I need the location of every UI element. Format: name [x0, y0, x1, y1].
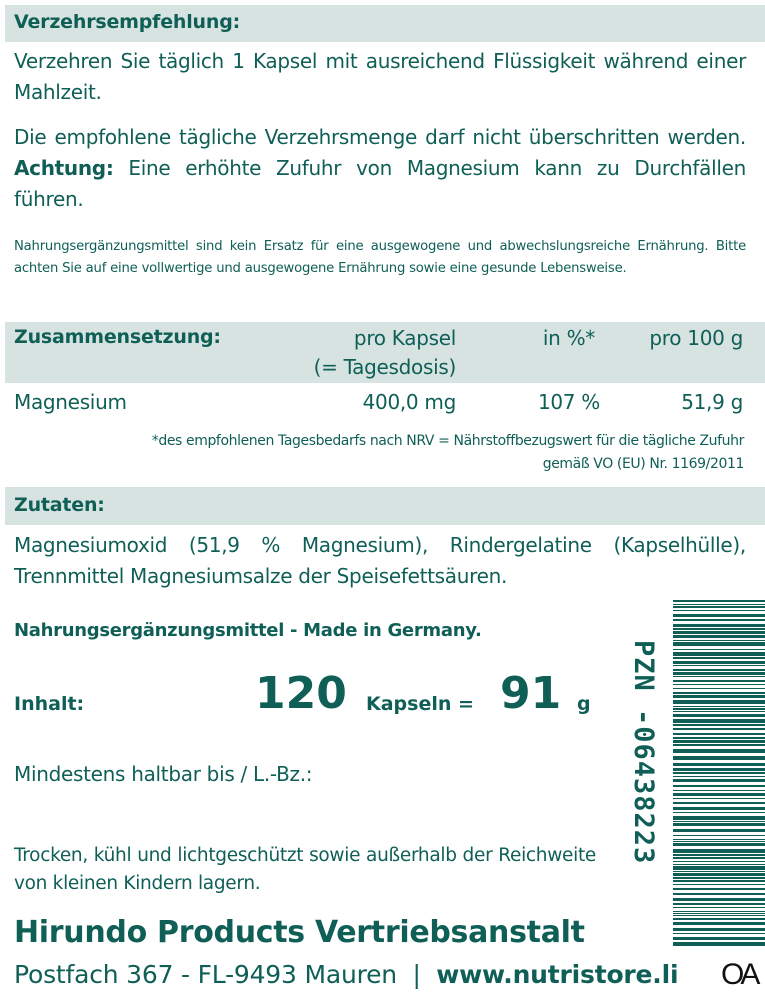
barcode-bar: [673, 873, 765, 876]
footnote-line-1: *des empfohlenen Tagesbedarfs nach NRV = Nährstoffbezugswert für die tägliche Zufuhr: [151, 433, 744, 449]
barcode-bar: [673, 604, 765, 605]
barcode-bar: [673, 763, 765, 766]
barcode: [673, 600, 765, 946]
barcode-bar: [673, 942, 765, 946]
barcode-bar: [673, 628, 765, 630]
best-before-label: Mindestens haltbar bis / L.-Bz.:: [14, 762, 313, 786]
barcode-bar: [673, 823, 765, 826]
barcode-bar: [673, 669, 765, 671]
barcode-bar: [673, 684, 765, 685]
company-address: Postfach 367 - FL-9493 Mauren: [14, 960, 397, 989]
capsule-count: 120: [255, 668, 347, 719]
barcode-bar: [673, 866, 765, 870]
barcode-bar: [673, 888, 765, 890]
barcode-bar: [673, 768, 765, 771]
barcode-bar: [673, 661, 765, 664]
barcode-bar: [673, 640, 765, 641]
barcode-bar: [673, 893, 765, 895]
company-address-line: [14, 960, 678, 989]
barcode-bar: [673, 922, 765, 925]
weight-unit: g: [577, 693, 591, 715]
barcode-bar: [673, 937, 765, 940]
barcode-bar: [673, 907, 765, 908]
barcode-bar: [673, 798, 765, 799]
barcode-bar: [673, 700, 765, 704]
barcode-bar: [673, 802, 765, 804]
barcode-bar: [673, 672, 765, 675]
barcode-bar: [673, 839, 765, 840]
barcode-bar: [673, 744, 765, 746]
barcode-bar: [673, 728, 765, 730]
barcode-bar: [673, 772, 765, 774]
capsule-unit: Kapseln =: [366, 693, 474, 715]
barcode-bar: [673, 854, 765, 856]
nutrient-name: Magnesium: [14, 390, 127, 414]
warning-text-end: Eine erhöhte Zufuhr von Magnesium kann zu Durchfällen führen.: [14, 156, 746, 211]
barcode-bar: [673, 642, 765, 646]
warning-text: [14, 122, 746, 215]
recommendation-text: Verzehren Sie täglich 1 Kapsel mit ausreichend Flüssigkeit während einer Mahlzeit.: [14, 49, 746, 104]
ingredients-text: Magnesiumoxid (51,9 % Magnesium), Rindergelatine (Kapselhülle), Trennmittel Magnesiumsalze der Speisefettsäuren.: [14, 533, 746, 588]
barcode-bar: [673, 821, 765, 822]
net-weight: 91: [500, 668, 562, 719]
barcode-bar: [673, 714, 765, 717]
recommendation-heading: Verzehrsempfehlung:: [14, 11, 240, 33]
barcode-bar: [673, 635, 765, 638]
barcode-bar: [673, 610, 765, 611]
barcode-bar: [673, 877, 765, 879]
barcode-bar: [673, 706, 765, 707]
barcode-bar: [673, 708, 765, 710]
barcode-bar: [673, 843, 765, 846]
barcode-bar: [673, 790, 765, 791]
supplement-note: Nahrungsergänzungsmittel sind kein Ersatz für eine ausgewogene und abwechslungsreiche Ernährung. Bitte achten Sie auf eine vollwertige und ausgewogene Ernährung sowie eine gesunde Lebensweise.: [14, 239, 746, 276]
barcode-bar: [673, 898, 765, 901]
barcode-bar: [673, 807, 765, 810]
barcode-bar: [673, 676, 765, 677]
barcode-bar: [673, 688, 765, 689]
col-percent: in %*: [542, 326, 595, 350]
barcode-bar: [673, 928, 765, 931]
barcode-bar: [673, 680, 765, 682]
barcode-bar: [673, 776, 765, 777]
content-label: Inhalt:: [14, 693, 85, 715]
ingredients-heading: Zutaten:: [14, 494, 105, 516]
barcode-bar: [673, 793, 765, 796]
recommendation-header: [5, 5, 765, 42]
website-link[interactable]: www.nutristore.li: [436, 960, 679, 989]
barcode-bar: [673, 657, 765, 659]
barcode-bar: [673, 719, 765, 723]
barcode-bar: [673, 829, 765, 832]
made-in-germany: Nahrungsergänzungsmittel - Made in Germany.: [14, 620, 482, 641]
barcode-bar: [673, 911, 765, 912]
nutrient-per-100g: 51,9 g: [681, 390, 743, 414]
barcode-bar: [673, 913, 765, 914]
barcode-bar: [673, 740, 765, 743]
warning-text-start: Die empfohlene tägliche Verzehrsmenge darf nicht überschritten werden.: [14, 125, 746, 149]
barcode-bar: [673, 600, 765, 602]
composition-heading: Zusammensetzung:: [14, 326, 221, 348]
barcode-bar: [673, 857, 765, 859]
barcode-bar: [673, 737, 765, 739]
barcode-bar: [673, 724, 765, 726]
col-per-capsule-label: pro Kapsel: [353, 326, 456, 350]
barcode-bar: [673, 649, 765, 650]
barcode-bar: [673, 918, 765, 920]
barcode-bar: [673, 614, 765, 617]
barcode-bar: [673, 665, 765, 666]
barcode-bar: [673, 624, 765, 627]
barcode-bar: [673, 812, 765, 813]
barcode-bar: [673, 652, 765, 656]
barcode-bar: [673, 903, 765, 905]
nutrient-per-capsule: 400,0 mg: [362, 390, 456, 414]
col-per-capsule: [314, 324, 456, 382]
barcode-bar: [673, 606, 765, 608]
barcode-bar: [673, 695, 765, 698]
col-per-100g: pro 100 g: [649, 326, 743, 350]
pzn-number: PZN -06438223: [628, 640, 659, 865]
barcode-bar: [673, 816, 765, 820]
company-name: Hirundo Products Vertriebsanstalt: [14, 915, 585, 950]
barcode-bar: [673, 861, 765, 862]
barcode-bar: [673, 933, 765, 934]
barcode-bar: [673, 692, 765, 694]
barcode-bar: [673, 841, 765, 842]
barcode-bar: [673, 711, 765, 712]
barcode-bar: [673, 733, 765, 735]
col-per-capsule-sub: (= Tagesdosis): [313, 355, 456, 379]
separator: |: [412, 960, 421, 989]
overlay-mark: OA: [721, 958, 757, 991]
barcode-bar: [673, 631, 765, 634]
barcode-bar: [673, 835, 765, 836]
footnote: [152, 430, 744, 476]
barcode-bar: [673, 749, 765, 753]
storage-text: Trocken, kühl und lichtgeschützt sowie außerhalb der Reichweite von kleinen Kindern lagern.: [14, 845, 596, 894]
barcode-bar: [673, 884, 765, 885]
barcode-bar: [673, 619, 765, 621]
barcode-bar: [673, 849, 765, 853]
warning-label: Achtung:: [14, 156, 114, 180]
barcode-bar: [673, 915, 765, 916]
barcode-bar: [673, 871, 765, 872]
barcode-bar: [673, 880, 765, 882]
barcode-bar: [673, 864, 765, 865]
barcode-bar: [673, 756, 765, 760]
barcode-bar: [673, 785, 765, 787]
barcode-bar: [673, 779, 765, 782]
ingredients-header: [5, 487, 765, 525]
footnote-line-2: gemäß VO (EU) Nr. 1169/2011: [542, 456, 744, 472]
nutrient-percent: 107 %: [537, 390, 600, 414]
